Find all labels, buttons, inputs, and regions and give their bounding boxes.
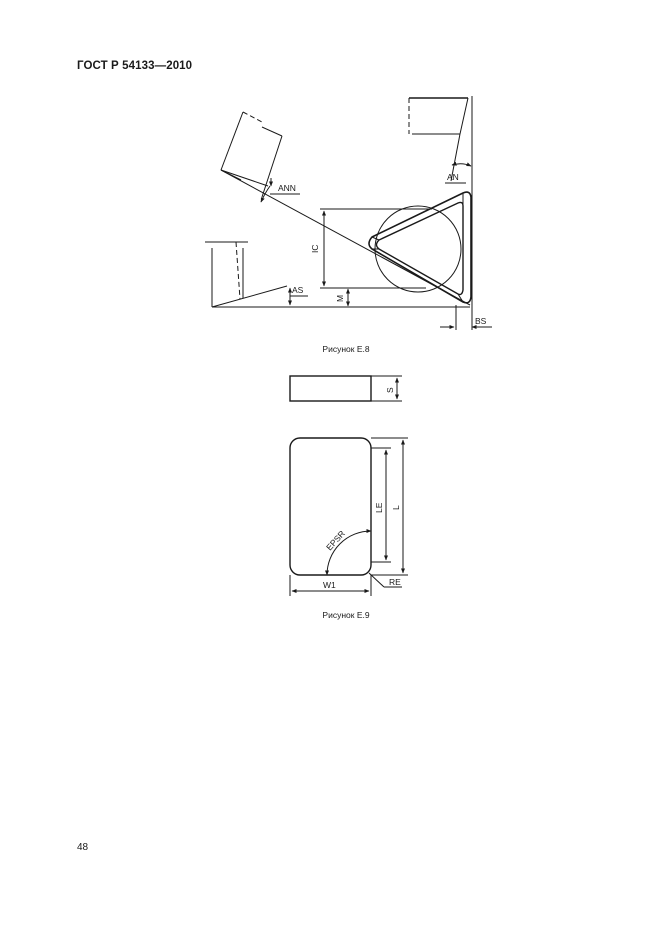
s-label: S: [385, 387, 395, 393]
rectangular-insert: [290, 438, 371, 575]
figure-e8-caption: Рисунок Е.8: [322, 344, 370, 354]
epsr-label: EPSR: [324, 528, 347, 553]
le-label: LE: [374, 502, 384, 513]
page-number: 48: [77, 842, 89, 853]
w1-label: W1: [323, 580, 336, 590]
side-view-tilted: [221, 112, 282, 197]
document-standard-header: ГОСТ Р 54133—2010: [77, 60, 193, 72]
bs-label: BS: [475, 316, 487, 326]
as-label: AS: [292, 285, 304, 295]
ann-label: ANN: [278, 183, 296, 193]
ic-label: IC: [310, 244, 320, 253]
l-label: L: [391, 505, 401, 510]
figure-e9-drawing: [290, 376, 408, 596]
figure-e9-caption: Рисунок Е.9: [322, 610, 370, 620]
re-label: RE: [389, 577, 401, 587]
figure-e8-drawing: [205, 96, 492, 330]
m-label: M: [335, 294, 345, 302]
thickness-view: [290, 376, 371, 401]
an-label: AN: [447, 172, 459, 182]
